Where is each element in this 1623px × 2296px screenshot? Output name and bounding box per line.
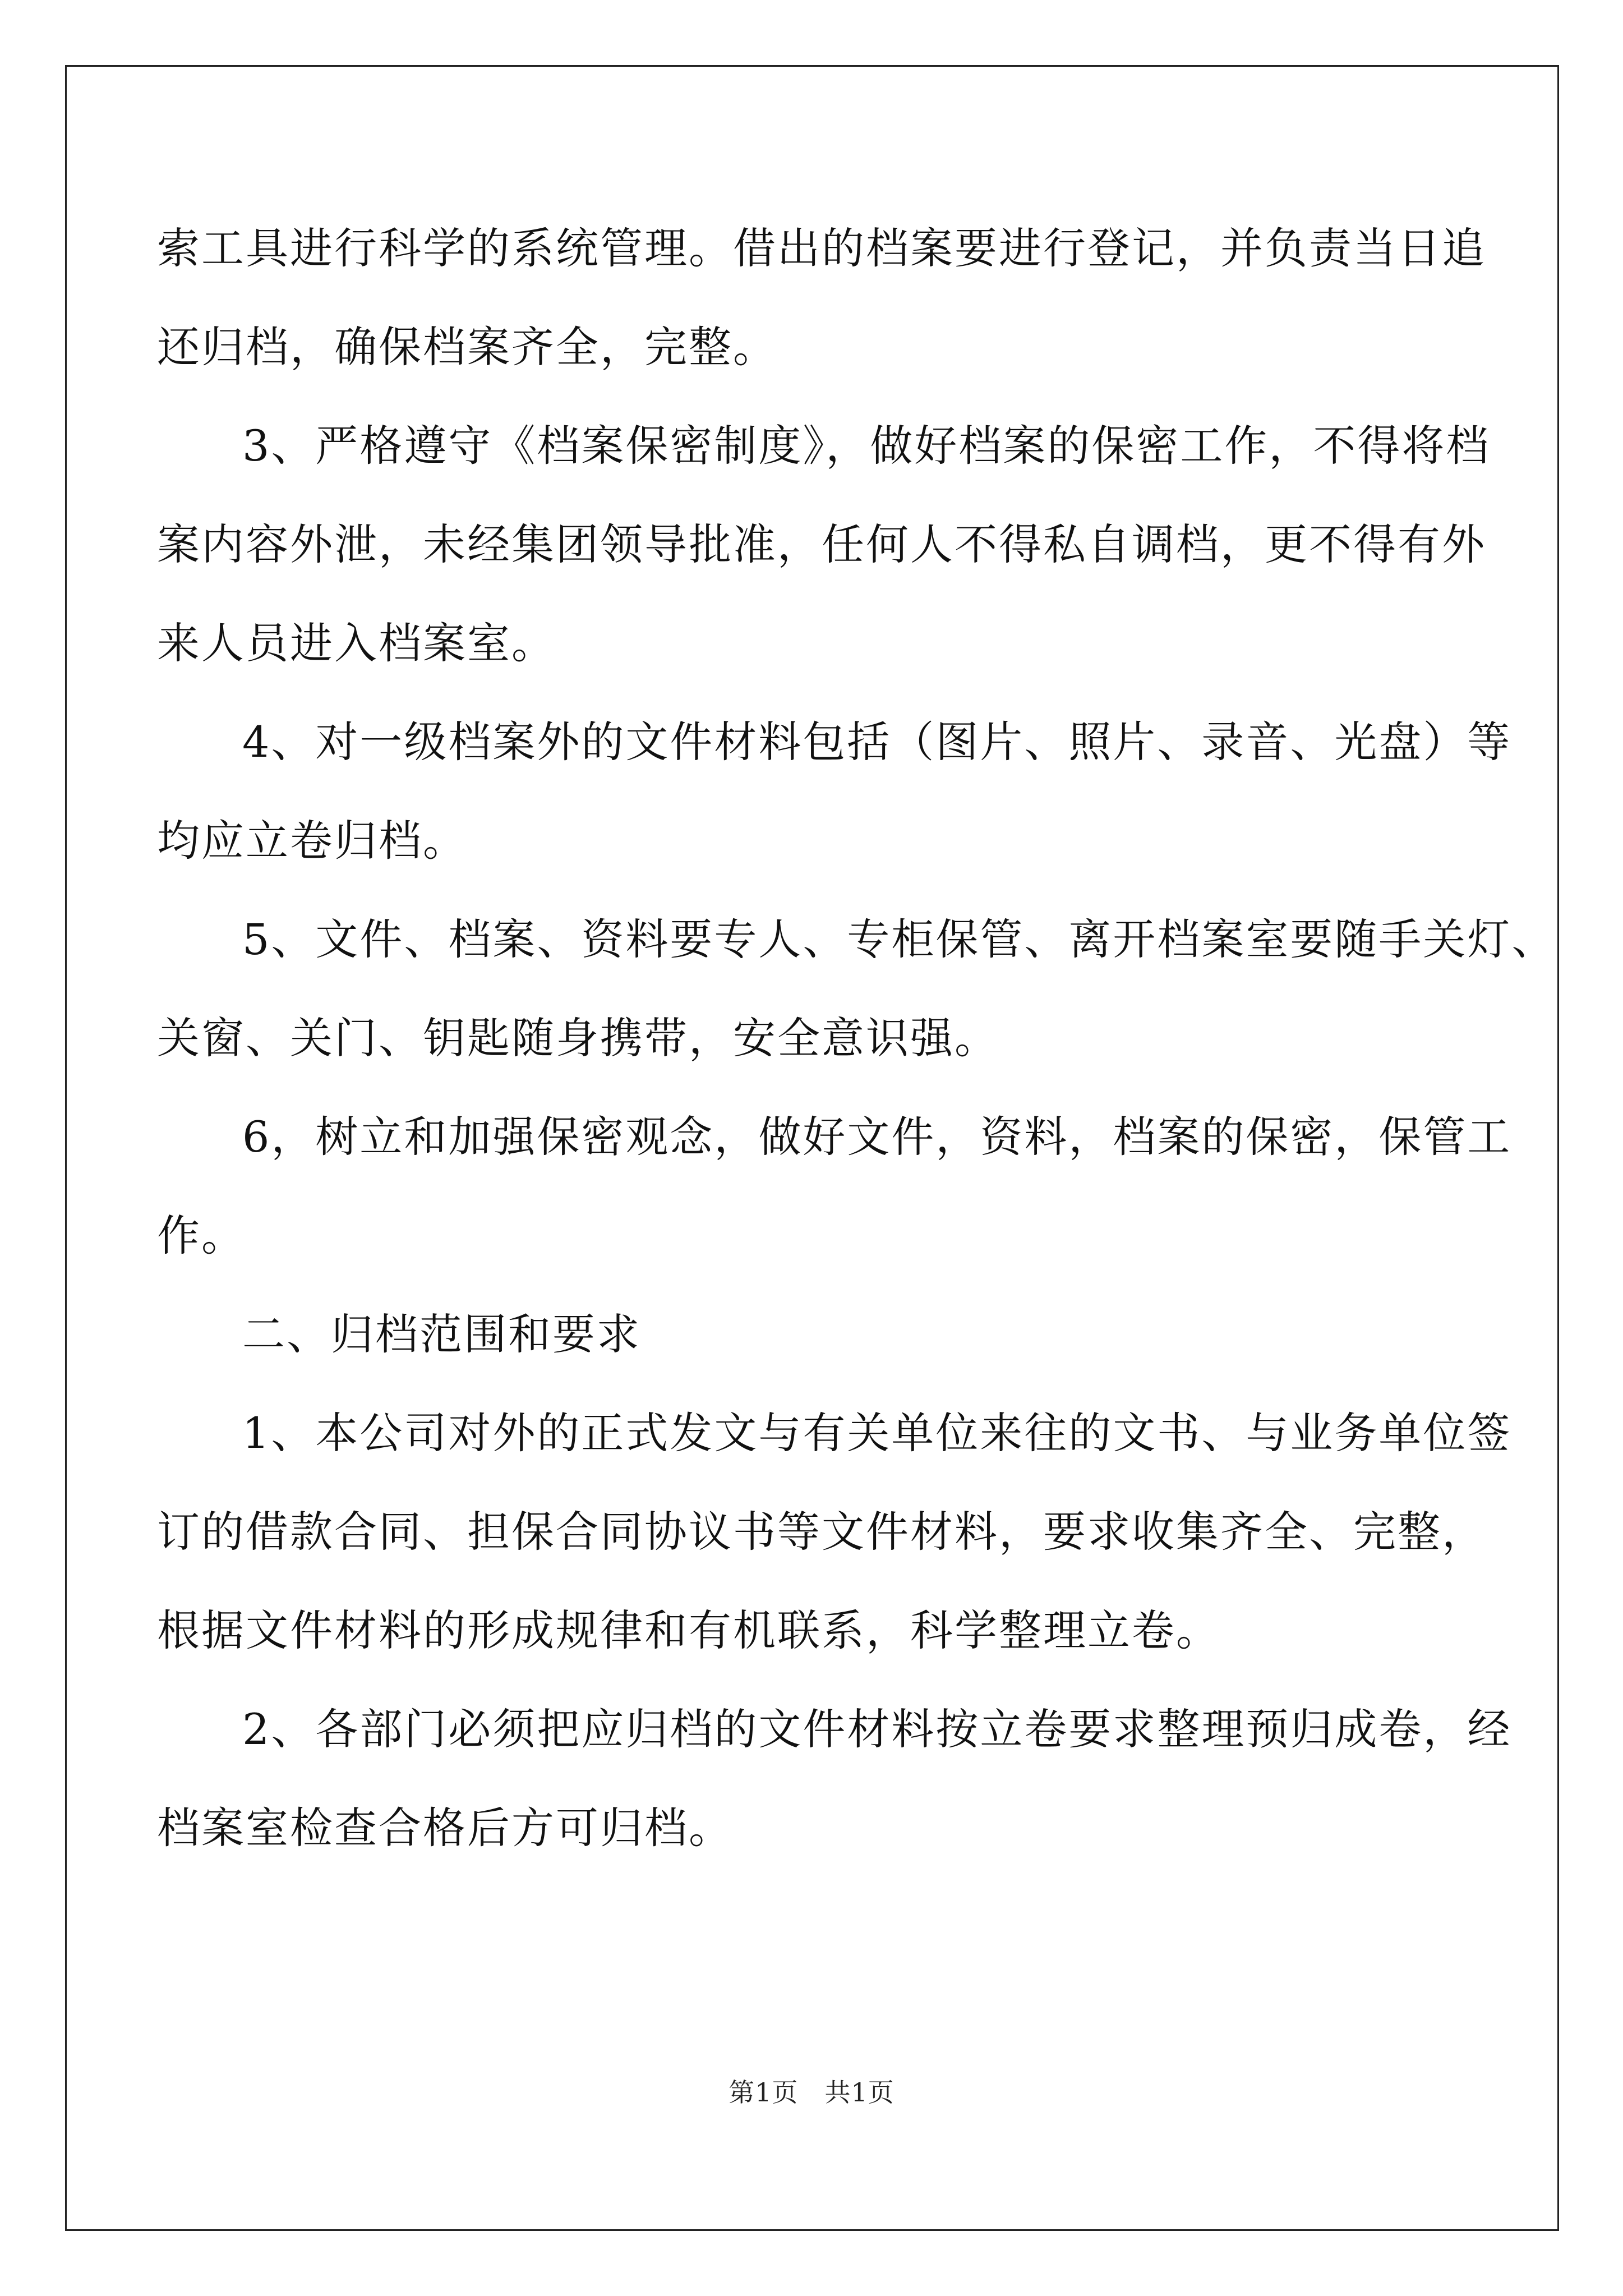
text-line: 订的借款合同、担保合同协议书等文件材料，要求收集齐全、完整， <box>157 1507 1486 1557</box>
text-line: 根据文件材料的形成规律和有机联系，科学整理立卷。 <box>157 1605 1220 1655</box>
text-line: 案内容外泄，未经集团领导批准，任何人不得私自调档，更不得有外 <box>157 519 1486 569</box>
text-line: 还归档，确保档案齐全，完整。 <box>157 322 777 372</box>
text-line: 5、文件、档案、资料要专人、专柜保管、离开档案室要随手关灯、 <box>242 914 1556 964</box>
paragraph <box>157 693 1512 890</box>
text-line: 作。 <box>157 1211 246 1260</box>
section-heading <box>157 1285 1447 1384</box>
paragraph <box>157 1088 1512 1285</box>
text-line: 关窗、关门、钥匙随身携带，安全意识强。 <box>157 1013 999 1063</box>
paragraph <box>157 890 1556 1088</box>
text-line: 档案室检查合格后方可归档。 <box>157 1803 733 1853</box>
text-line: 均应立卷归档。 <box>157 816 467 866</box>
paragraph <box>157 397 1491 693</box>
text-line: 3、严格遵守《档案保密制度》，做好档案的保密工作，不得将档 <box>242 421 1491 471</box>
text-line: 1、本公司对外的正式发文与有关单位来往的文书、与业务单位签 <box>242 1408 1512 1458</box>
page-number-footer: 第1页 共1页 <box>728 2077 895 2108</box>
text-line: 索工具进行科学的系统管理。借出的档案要进行登记，并负责当日追 <box>157 223 1486 273</box>
text-line: 4、对一级档案外的文件材料包括（图片、照片、录音、光盘）等 <box>242 717 1512 767</box>
text-line: 6，树立和加强保密观念，做好文件，资料，档案的保密，保管工 <box>242 1112 1512 1162</box>
text-line: 来人员进入档案室。 <box>157 618 556 668</box>
paragraph <box>157 199 1486 397</box>
document-body <box>157 199 1556 1878</box>
text-line: 2、各部门必须把应归档的文件材料按立卷要求整理预归成卷，经 <box>242 1704 1512 1754</box>
paragraph <box>157 1384 1512 1680</box>
paragraph <box>157 1680 1512 1878</box>
text-line: 二、归档范围和要求 <box>242 1309 641 1359</box>
